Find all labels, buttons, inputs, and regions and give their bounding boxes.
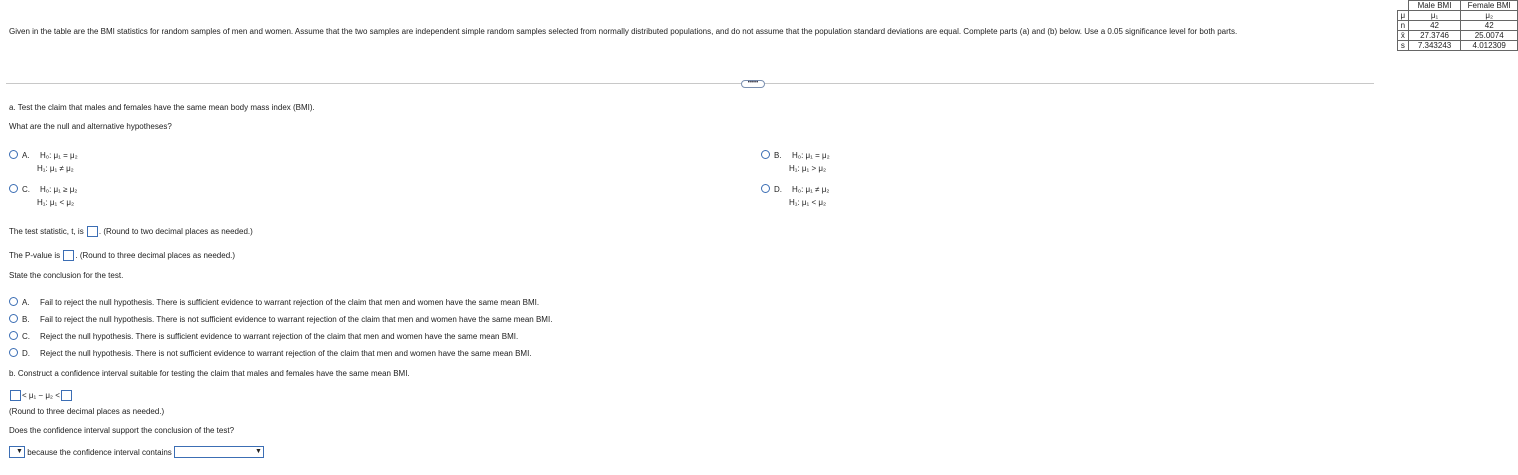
male-bmi-header: Male BMI — [1408, 1, 1461, 11]
radio-button[interactable] — [761, 184, 770, 193]
table-cell: 4.012309 — [1461, 41, 1518, 51]
table-cell: 7.343243 — [1408, 41, 1461, 51]
test-statistic-input[interactable] — [87, 226, 98, 237]
bmi-statistics-table — [1397, 0, 1518, 51]
conclusion-text: Fail to reject the null hypothesis. There is not sufficient evidence to warrant rejection of the claim that men and women have the same mean BMI. — [40, 315, 553, 324]
option-letter: D. — [22, 349, 30, 358]
radio-button[interactable] — [9, 331, 18, 340]
table-cell: 27.3746 — [1408, 31, 1461, 41]
null-hypothesis: H₀: μ₁ ≥ μ₂ — [40, 185, 78, 194]
alt-hypothesis: H₁: μ₁ < μ₂ — [37, 198, 75, 207]
conclusion-option-d[interactable] — [9, 348, 532, 358]
table-cell: 42 — [1408, 21, 1461, 31]
table-cell: 25.0074 — [1461, 31, 1518, 41]
null-hypothesis: H₀: μ₁ = μ₂ — [792, 151, 830, 160]
radio-button[interactable] — [9, 297, 18, 306]
row-symbol: μ — [1398, 11, 1409, 21]
conclusion-option-a[interactable] — [9, 297, 539, 307]
test-statistic-hint: . (Round to two decimal places as needed.) — [98, 227, 253, 236]
hypothesis-option-a[interactable] — [9, 150, 78, 160]
option-letter: A. — [22, 151, 30, 160]
conclusion-prompt: State the conclusion for the test. — [9, 271, 124, 280]
hypothesis-option-c[interactable] — [9, 184, 77, 194]
female-bmi-header: Female BMI — [1461, 1, 1518, 11]
conclusion-text: Fail to reject the null hypothesis. There is sufficient evidence to warrant rejection of the claim that men and women have the same mean BMI. — [40, 298, 540, 307]
contains-dropdown[interactable] — [174, 446, 264, 458]
option-letter: C. — [22, 185, 30, 194]
ci-upper-input[interactable] — [61, 390, 72, 401]
conclusion-text: Reject the null hypothesis. There is sufficient evidence to warrant rejection of the claim that men and women have the same mean BMI. — [40, 332, 519, 341]
ci-middle-text: < μ₁ − μ₂ < — [22, 391, 60, 400]
null-hypothesis: H₀: μ₁ = μ₂ — [40, 151, 78, 160]
conclusion-option-c[interactable] — [9, 331, 518, 341]
part-a-claim: a. Test the claim that males and females have the same mean body mass index (BMI). — [9, 103, 315, 112]
row-symbol: n — [1398, 21, 1409, 31]
confidence-interval-line — [9, 390, 73, 401]
p-value-label: The P-value is — [9, 251, 61, 260]
table-cell: μ₁ — [1408, 11, 1461, 21]
expand-more-button[interactable]: ••••• — [741, 80, 765, 88]
support-question: Does the confidence interval support the conclusion of the test? — [9, 426, 235, 435]
test-statistic-line — [9, 226, 253, 237]
chevron-down-icon: ▼ — [16, 448, 23, 455]
hypotheses-question: What are the null and alternative hypotheses? — [9, 122, 172, 131]
alt-hypothesis: H₁: μ₁ > μ₂ — [789, 164, 827, 173]
alt-hypothesis: H₁: μ₁ ≠ μ₂ — [37, 164, 74, 173]
p-value-line — [9, 250, 235, 261]
alt-hypothesis: H₁: μ₁ < μ₂ — [789, 198, 827, 207]
hypothesis-option-b[interactable] — [761, 150, 830, 160]
table-row — [1398, 31, 1518, 41]
radio-button[interactable] — [761, 150, 770, 159]
option-letter: C. — [22, 332, 30, 341]
because-text: because the confidence interval contains — [27, 448, 172, 457]
hypothesis-option-d[interactable] — [761, 184, 829, 194]
chevron-down-icon: ▼ — [255, 448, 262, 455]
option-letter: B. — [22, 315, 30, 324]
option-letter: D. — [774, 185, 782, 194]
radio-button[interactable] — [9, 184, 18, 193]
test-statistic-label: The test statistic, t, is — [9, 227, 84, 236]
null-hypothesis: H₀: μ₁ ≠ μ₂ — [792, 185, 830, 194]
radio-button[interactable] — [9, 314, 18, 323]
option-letter: A. — [22, 298, 30, 307]
conclusion-option-b[interactable] — [9, 314, 552, 324]
p-value-hint: . (Round to three decimal places as needed.) — [75, 251, 236, 260]
ci-round-hint: (Round to three decimal places as needed.) — [9, 407, 165, 416]
radio-button[interactable] — [9, 150, 18, 159]
section-divider — [6, 83, 1374, 84]
row-symbol: x̄ — [1398, 31, 1409, 41]
option-letter: B. — [774, 151, 782, 160]
radio-button[interactable] — [9, 348, 18, 357]
p-value-input[interactable] — [63, 250, 74, 261]
table-row — [1398, 21, 1518, 31]
table-cell: μ₂ — [1461, 11, 1518, 21]
because-line — [9, 446, 264, 458]
problem-intro: Given in the table are the BMI statistics for random samples of men and women. Assume that the two samples are independent simple random samples selected from normally distributed populations, and do not assume that the population standard deviations are equal. Complete parts (a) and (b) below. Use a 0.05 significance level for both parts. — [9, 27, 1238, 36]
table-row — [1398, 41, 1518, 51]
table-cell: 42 — [1461, 21, 1518, 31]
ci-lower-input[interactable] — [10, 390, 21, 401]
row-symbol: s — [1398, 41, 1409, 51]
conclusion-text: Reject the null hypothesis. There is not sufficient evidence to warrant rejection of the claim that men and women have the same mean BMI. — [40, 349, 532, 358]
support-dropdown[interactable] — [9, 446, 25, 458]
part-b-prompt: b. Construct a confidence interval suitable for testing the claim that males and females have the same mean BMI. — [9, 369, 410, 378]
table-row — [1398, 11, 1518, 21]
